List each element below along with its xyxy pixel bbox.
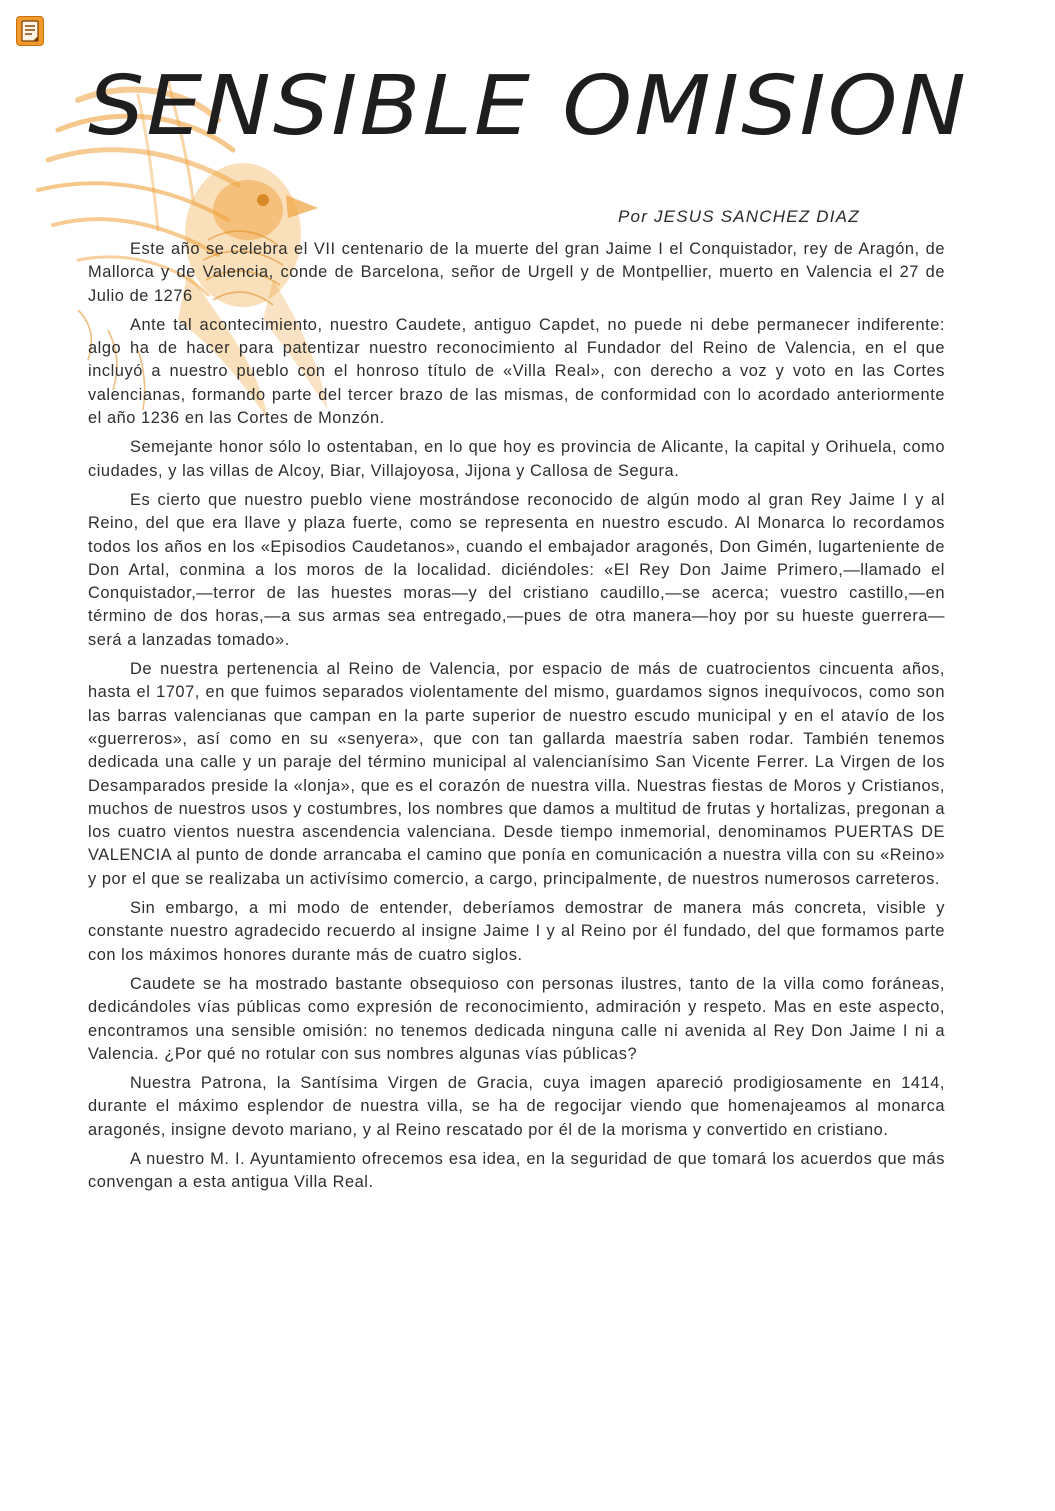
- paragraph: Ante tal acontecimiento, nuestro Caudete, antiguo Capdet, no puede ni debe permanecer indiferente: algo ha de hacer para patentizar nuestro reconocimiento al Fundador del Reino de Valencia, en el que incluyó a nuestro pueblo con el honroso título de «Villa Real», con derecho a voz y voto en las Cortes valencianas, formando parte del tercer brazo de las mismas, de conformidad con lo acordado anteriormente el año 1236 en las Cortes de Monzón.: [88, 315, 945, 428]
- paragraph: Este año se celebra el VII centenario de la muerte del gran Jaime I el Conquistador, rey de Aragón, de Mallorca y de Valencia, conde de Barcelona, señor de Urgell y de Montpellier, muerto en Valencia el 27 de Julio de 1276: [88, 240, 945, 305]
- paragraph: Es cierto que nuestro pueblo viene mostrándose reconocido de algún modo al gran Rey Jaime I y al Reino, del que era llave y plaza fuerte, como se representa en nuestro escudo. Al Monarca lo recordamos todos los años en los «Episodios Caudetanos», cuando el embajador aragonés, Don Gimén, lugarteniente de Don Artal, conmina a los moros de la localidad. diciéndoles: «El Rey Don Jaime Primero,—llamado el Conquistador,—terror de las huestes moras—y del cristiano caudillo,—se acerca; vuestro castillo,—en término de dos horas,—a sus armas sea entregado,—pues de otra manera—hoy por su hueste guerrera—será a lanzadas tomado».: [88, 490, 945, 649]
- paragraph: Nuestra Patrona, la Santísima Virgen de Gracia, cuya imagen apareció prodigiosamente en 1414, durante el máximo esplendor de nuestra villa, se ha de regocijar viendo que homenajeamos al monarca aragonés, insigne devoto mariano, y al Reino rescatado por él de la morisma y convertido en cristiano.: [88, 1074, 945, 1139]
- paragraph: Semejante honor sólo lo ostentaban, en lo que hoy es provincia de Alicante, la capital y Orihuela, como ciudades, y las villas de Alcoy, Biar, Villajoyosa, Jijona y Callosa de Segura.: [88, 438, 945, 480]
- author-byline: Por JESUS SANCHEZ DIAZ: [618, 207, 860, 226]
- paragraph: Caudete se ha mostrado bastante obsequioso con personas ilustres, tanto de la villa como foráneas, dedicándoles vías públicas como expresión de reconocimiento, admiración y respeto. Mas en este aspecto, encontramos una sensible omisión: no tenemos dedicada ninguna calle ni avenida al Rey Don Jaime I ni a Valencia. ¿Por qué no rotular con sus nombres algunas vías públicas?: [88, 974, 945, 1063]
- article-body: [88, 238, 945, 1201]
- paragraph: A nuestro M. I. Ayuntamiento ofrecemos esa idea, en la seguridad de que tomará los acuerdos que más convengan a esta antigua Villa Real.: [88, 1149, 945, 1192]
- note-document-icon[interactable]: [16, 16, 44, 46]
- paragraph: Sin embargo, a mi modo de entender, deberíamos demostrar de manera más concreta, visible y constante nuestro agradecido recuerdo al insigne Jaime I y al Reino por él fundado, del que formamos parte con los máximos honores durante más de cuatro siglos.: [88, 899, 945, 964]
- article-title: SENSIBLE OMISION: [88, 59, 969, 154]
- paragraph: De nuestra pertenencia al Reino de Valencia, por espacio de más de cuatrocientos cincuenta años, hasta el 1707, en que fuimos separados violentamente del mismo, guardamos signos inequívocos, como son las barras valencianas que campan en la parte superior de nuestro escudo municipal y en el atavío de los «guerreros», así como en su «senyera», que con tan gallarda maestría saben rodar. También tenemos dedicada una calle y un paraje del término municipal al valencianísimo San Vicente Ferrer. La Virgen de los Desamparados preside la «lonja», que es el corazón de nuestra villa. Nuestras fiestas de Moros y Cristianos, muchos de nuestros usos y costumbres, los nombres que damos a multitud de frutas y hortalizas, pregonan a los cuatro vientos nuestra ascendencia valenciana. Desde tiempo inmemorial, denominamos PUERTAS DE VALENCIA al punto de donde arrancaba el camino que ponía en comunicación a nuestra villa con su «Reino» y por el que se realizaba un activísimo comercio, a cargo, principalmente, de nuestros numerosos carreteros.: [88, 660, 945, 888]
